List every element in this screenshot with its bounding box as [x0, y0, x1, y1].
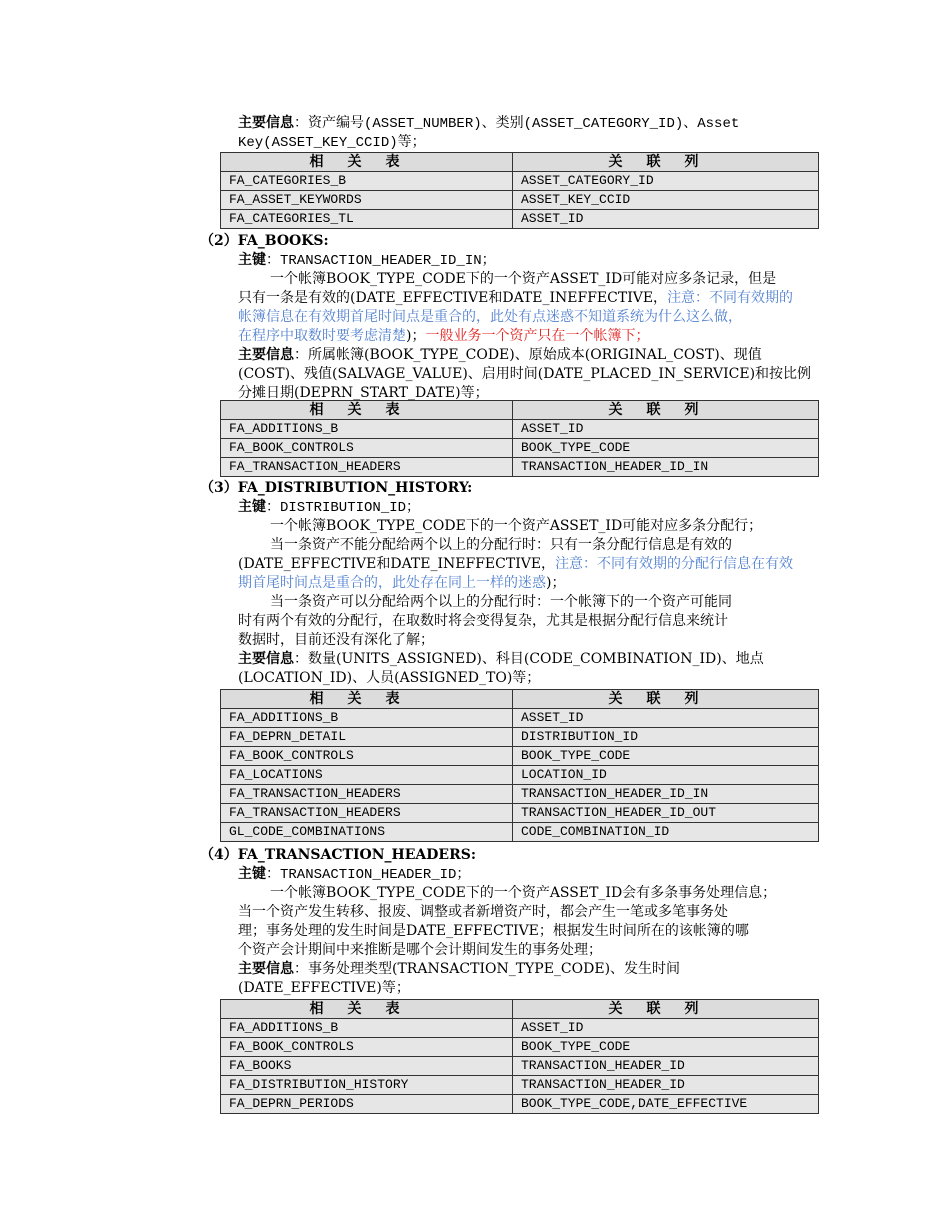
- sec2-para-line-1: 一个帐簿BOOK_TYPE_CODE下的一个资产ASSET_ID可能对应多条记录，但是: [270, 271, 777, 287]
- col-header-related-column: 关联列: [513, 690, 819, 709]
- sec3-para-2-line-2: [238, 555, 793, 574]
- text-span: )；: [406, 328, 426, 344]
- table-cell: TRANSACTION_HEADER_ID_OUT: [513, 804, 819, 823]
- table-row: [221, 1095, 819, 1114]
- sec3-primary-key: [238, 498, 420, 518]
- table-cell: ASSET_ID: [513, 210, 819, 229]
- table-row: [221, 823, 819, 842]
- note-span: 在程序中取数时要考虑清楚: [238, 328, 406, 344]
- col-header-related-table: 相关表: [221, 1000, 513, 1019]
- pk-label: 主键: [238, 252, 266, 268]
- table-cell: BOOK_TYPE_CODE: [513, 747, 819, 766]
- table-cell: FA_LOCATIONS: [221, 766, 513, 785]
- table-cell: FA_BOOK_CONTROLS: [221, 439, 513, 458]
- text-span: (DATE_EFFECTIVE和DATE_INEFFECTIVE，: [238, 556, 556, 572]
- sec2-info-line-2: (COST)、残值(SALVAGE_VALUE)、启用时间(DATE_PLACED_IN_SERVICE)和按比例: [238, 366, 812, 382]
- table-cell: ASSET_ID: [513, 420, 819, 439]
- table-cell: FA_TRANSACTION_HEADERS: [221, 785, 513, 804]
- table-cell: TRANSACTION_HEADER_ID_IN: [513, 785, 819, 804]
- col-header-related-table: 相关表: [221, 153, 513, 172]
- table-header-row: [221, 1000, 819, 1019]
- table-cell: TRANSACTION_HEADER_ID: [513, 1057, 819, 1076]
- sec2-para-line-3: 帐簿信息在有效期首尾时间点是重合的，此处有点迷惑不知道系统为什么这么做，: [238, 309, 742, 325]
- sec3-info-line-2: (LOCATION_ID)、人员(ASSIGNED_TO)等；: [238, 670, 541, 686]
- table-row: [221, 709, 819, 728]
- table-row: [221, 728, 819, 747]
- table-row: [221, 747, 819, 766]
- sec2-heading: （2）FA_BOOKS:: [200, 233, 329, 249]
- table-row: [221, 1076, 819, 1095]
- sec2-info-line-1: [238, 346, 762, 365]
- table-cell: FA_CATEGORIES_TL: [221, 210, 513, 229]
- table-row: [221, 191, 819, 210]
- sec2-primary-key: [238, 251, 496, 271]
- table-cell: FA_TRANSACTION_HEADERS: [221, 804, 513, 823]
- table-row: [221, 439, 819, 458]
- table-cell: FA_CATEGORIES_B: [221, 172, 513, 191]
- table-row: [221, 1038, 819, 1057]
- table-cell: LOCATION_ID: [513, 766, 819, 785]
- info-label: 主要信息: [238, 347, 294, 363]
- table-cell: FA_ADDITIONS_B: [221, 420, 513, 439]
- table-header-row: [221, 690, 819, 709]
- table-cell: BOOK_TYPE_CODE: [513, 1038, 819, 1057]
- sec4-para-line-3: 理；事务处理的发生时间是DATE_EFFECTIVE；根据发生时间所在的该帐簿的哪: [238, 923, 749, 939]
- sec3-para-2-line-1: 当一条资产不能分配给两个以上的分配行时：只有一条分配行信息是有效的: [270, 537, 732, 553]
- sec1-relation-table: [220, 152, 819, 229]
- table-cell: FA_ADDITIONS_B: [221, 1019, 513, 1038]
- sec4-heading: （4）FA_TRANSACTION_HEADERS:: [200, 847, 476, 863]
- table-cell: TRANSACTION_HEADER_ID: [513, 1076, 819, 1095]
- sec2-relation-table: [220, 400, 819, 477]
- note-span: 注意：不同有效期的分配行信息在有效: [555, 556, 794, 572]
- table-cell: FA_DISTRIBUTION_HISTORY: [221, 1076, 513, 1095]
- col-header-related-column: 关联列: [513, 153, 819, 172]
- table-cell: FA_BOOKS: [221, 1057, 513, 1076]
- table-cell: BOOK_TYPE_CODE: [513, 439, 819, 458]
- sec3-para-2-line-3: [238, 574, 565, 593]
- col-header-related-table: 相关表: [221, 690, 513, 709]
- sec3-para-3-line-3: 数据时，目前还没有深化了解；: [238, 632, 434, 648]
- table-cell: ASSET_CATEGORY_ID: [513, 172, 819, 191]
- sec4-para-line-4: 个资产会计期间中来推断是哪个会计期间发生的事务处理；: [238, 942, 602, 958]
- sec3-heading: （3）FA_DISTRIBUTION_HISTORY:: [200, 480, 473, 496]
- table-cell: FA_TRANSACTION_HEADERS: [221, 458, 513, 477]
- sec3-para-3-line-2: 时有两个有效的分配行，在取数时将会变得复杂，尤其是根据分配行信息来统计: [238, 613, 728, 629]
- table-row: [221, 458, 819, 477]
- table-cell: BOOK_TYPE_CODE,DATE_EFFECTIVE: [513, 1095, 819, 1114]
- sec2-info-line-3: 分摊日期(DEPRN_START_DATE)等；: [238, 385, 489, 401]
- sec2-para-line-2: [238, 289, 793, 308]
- table-cell: FA_BOOK_CONTROLS: [221, 1038, 513, 1057]
- info-label: 主要信息: [238, 115, 294, 131]
- col-header-related-column: 关联列: [513, 401, 819, 420]
- col-header-related-table: 相关表: [221, 401, 513, 420]
- sec3-relation-table: [220, 689, 819, 842]
- info-text: ：所属帐簿(BOOK_TYPE_CODE)、原始成本(ORIGINAL_COST)、现值: [294, 347, 762, 363]
- info-label: 主要信息: [238, 961, 294, 977]
- info-text: ：资产编号(ASSET_NUMBER)、类别(ASSET_CATEGORY_ID)、Asset: [294, 116, 740, 132]
- table-cell: ASSET_ID: [513, 1019, 819, 1038]
- info-label: 主要信息: [238, 651, 294, 667]
- info-text: ：数量(UNITS_ASSIGNED)、科目(CODE_COMBINATION_ID)、地点: [294, 651, 764, 667]
- table-cell: GL_CODE_COMBINATIONS: [221, 823, 513, 842]
- col-header-related-column: 关联列: [513, 1000, 819, 1019]
- table-row: [221, 785, 819, 804]
- table-row: [221, 1057, 819, 1076]
- sec3-para-3-line-1: 当一条资产可以分配给两个以上的分配行时：一个帐簿下的一个资产可能同: [270, 594, 732, 610]
- table-cell: FA_ADDITIONS_B: [221, 709, 513, 728]
- sec4-primary-key: [238, 865, 470, 885]
- sec4-relation-table: [220, 999, 819, 1114]
- table-row: [221, 804, 819, 823]
- sec4-para-line-1: 一个帐簿BOOK_TYPE_CODE下的一个资产ASSET_ID会有多条事务处理信息；: [270, 885, 777, 901]
- table-row: [221, 766, 819, 785]
- table-row: [221, 172, 819, 191]
- sec2-para-line-4: [238, 327, 649, 346]
- text-span: 只有一条是有效的(DATE_EFFECTIVE和DATE_INEFFECTIVE，: [238, 290, 668, 306]
- sec3-info-line-1: [238, 650, 764, 669]
- note-span: 注意：不同有效期的: [667, 290, 794, 306]
- table-cell: FA_ASSET_KEYWORDS: [221, 191, 513, 210]
- pk-label: 主键: [238, 499, 266, 515]
- table-row: [221, 1019, 819, 1038]
- table-cell: CODE_COMBINATION_ID: [513, 823, 819, 842]
- table-row: [221, 210, 819, 229]
- sec1-info-line-1: [238, 114, 739, 134]
- pk-label: 主键: [238, 866, 266, 882]
- table-cell: FA_DEPRN_DETAIL: [221, 728, 513, 747]
- table-header-row: [221, 401, 819, 420]
- highlight-span: 一般业务一个资产只在一个帐簿下；: [425, 328, 650, 344]
- sec3-para-1: 一个帐簿BOOK_TYPE_CODE下的一个资产ASSET_ID可能对应多条分配行；: [270, 518, 763, 534]
- table-cell: ASSET_ID: [513, 709, 819, 728]
- table-cell: DISTRIBUTION_ID: [513, 728, 819, 747]
- table-header-row: [221, 153, 819, 172]
- pk-value: ：TRANSACTION_HEADER_ID_IN；: [266, 253, 496, 269]
- info-text: ：事务处理类型(TRANSACTION_TYPE_CODE)、发生时间: [294, 961, 681, 977]
- pk-value: ：TRANSACTION_HEADER_ID；: [266, 867, 471, 883]
- sec4-info-line-2: (DATE_EFFECTIVE)等；: [238, 980, 410, 996]
- note-span: 期首尾时间点是重合的，此处存在同上一样的迷惑: [238, 575, 546, 591]
- table-cell: FA_BOOK_CONTROLS: [221, 747, 513, 766]
- table-cell: FA_DEPRN_PERIODS: [221, 1095, 513, 1114]
- sec1-info-line-2: Key(ASSET_KEY_CCID)等；: [238, 135, 426, 151]
- sec4-info-line-1: [238, 960, 680, 979]
- text-span: )；: [546, 575, 566, 591]
- pk-value: ：DISTRIBUTION_ID；: [266, 500, 421, 516]
- table-cell: TRANSACTION_HEADER_ID_IN: [513, 458, 819, 477]
- table-row: [221, 420, 819, 439]
- sec4-para-line-2: 当一个资产发生转移、报废、调整或者新增资产时，都会产生一笔或多笔事务处: [238, 904, 728, 920]
- table-cell: ASSET_KEY_CCID: [513, 191, 819, 210]
